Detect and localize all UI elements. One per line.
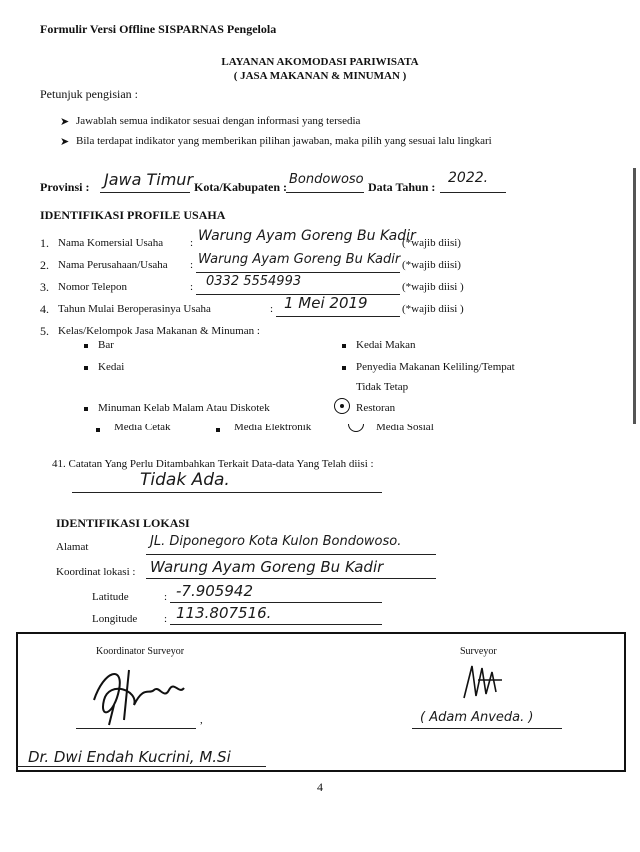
tahun-label: Data Tahun : bbox=[368, 180, 436, 194]
tahun-mulai-value[interactable]: 1 Mei 2019 bbox=[284, 294, 368, 312]
bullet-icon bbox=[84, 407, 88, 411]
longitude-underline bbox=[170, 624, 382, 625]
provinsi-value[interactable]: Jawa Timur bbox=[104, 170, 194, 189]
nama-komersial-value[interactable]: Warung Ayam Goreng Bu Kadir bbox=[198, 228, 416, 244]
option-kedai[interactable]: Kedai bbox=[98, 361, 125, 373]
option-minuman-kelab[interactable]: Minuman Kelab Malam Atau Diskotek bbox=[98, 402, 270, 414]
surveyor-signature-line bbox=[412, 728, 562, 729]
kota-underline bbox=[286, 192, 364, 193]
field-number: 3. bbox=[40, 280, 49, 294]
provinsi-underline bbox=[100, 192, 190, 193]
longitude-value[interactable]: 113.807516. bbox=[176, 604, 272, 622]
required-note: (*wajib diisi ) bbox=[402, 303, 464, 315]
option-restoran[interactable]: Restoran bbox=[356, 402, 396, 414]
koordinat-label: Koordinat lokasi : bbox=[56, 566, 136, 578]
arrow-icon: ➤ bbox=[60, 136, 70, 148]
required-note: (*wajib diisi ) bbox=[402, 281, 464, 293]
option-kedai-makan[interactable]: Kedai Makan bbox=[356, 339, 416, 351]
latitude-value[interactable]: -7.905942 bbox=[176, 582, 253, 600]
longitude-label: Longitude bbox=[92, 613, 138, 625]
latitude-label: Latitude bbox=[92, 591, 129, 603]
field-label: Nomor Telepon bbox=[58, 281, 127, 293]
field-colon: : bbox=[164, 613, 168, 625]
notes-underline bbox=[72, 492, 382, 493]
bullet-icon bbox=[96, 428, 100, 432]
field-colon: : bbox=[164, 591, 168, 603]
field-colon: : bbox=[190, 281, 194, 293]
required-note: (*wajib diisi) bbox=[402, 259, 461, 271]
bullet-icon bbox=[84, 344, 88, 348]
field-underline bbox=[196, 272, 400, 273]
coordinator-signature-line bbox=[76, 728, 196, 729]
required-note: (*wajib diisi) bbox=[402, 237, 461, 249]
telepon-value[interactable]: 0332 5554993 bbox=[206, 274, 302, 289]
coordinator-name-underline bbox=[16, 766, 266, 767]
coordinator-title: Koordinator Surveyor bbox=[96, 646, 185, 657]
page-title-line2: ( JASA MAKANAN & MINUMAN ) bbox=[233, 70, 407, 82]
field-label: Kelas/Kelompok Jasa Makanan & Minuman : bbox=[58, 325, 260, 337]
field-colon: : bbox=[270, 303, 274, 315]
instruction-item: Jawablah semua indikator sesuai dengan informasi yang tersedia bbox=[76, 115, 361, 127]
coordinator-name: Dr. Dwi Endah Kucrini, M.Si bbox=[28, 748, 231, 766]
signature-comma: , bbox=[200, 714, 203, 726]
latitude-underline bbox=[170, 602, 382, 603]
field-label: Tahun Mulai Beroperasinya Usaha bbox=[58, 303, 211, 315]
field-underline bbox=[276, 316, 400, 317]
profile-heading: IDENTIFIKASI PROFILE USAHA bbox=[40, 208, 226, 222]
cropped-options-row bbox=[80, 424, 500, 434]
form-header: Formulir Versi Offline SISPARNAS Pengelola bbox=[40, 22, 277, 36]
kota-label: Kota/Kabupaten : bbox=[194, 180, 288, 194]
notes-value[interactable]: Tidak Ada. bbox=[140, 470, 230, 490]
field-number: 1. bbox=[40, 236, 49, 250]
option-media-cetak[interactable]: Media Cetak bbox=[114, 424, 171, 433]
instruction-item: Bila terdapat indikator yang memberikan pilihan jawaban, maka pilih yang sesuai lalu lingkari bbox=[76, 135, 492, 147]
coordinator-signature-icon bbox=[84, 660, 194, 730]
bullet-icon bbox=[84, 366, 88, 370]
circle-icon bbox=[348, 424, 364, 432]
field-colon: : bbox=[190, 259, 194, 271]
field-number: 4. bbox=[40, 302, 49, 316]
option-media-elektronik[interactable]: Media Elektronik bbox=[234, 424, 312, 433]
page-title-line1: LAYANAN AKOMODASI PARIWISATA bbox=[221, 56, 419, 68]
bullet-icon bbox=[340, 404, 344, 408]
surveyor-signature-icon bbox=[458, 660, 518, 702]
option-media-sosial[interactable]: Media Sosial bbox=[376, 424, 434, 433]
field-label: Nama Perusahaan/Usaha bbox=[58, 259, 168, 271]
alamat-underline bbox=[146, 554, 436, 555]
field-number: 5. bbox=[40, 324, 49, 338]
koordinat-underline bbox=[146, 578, 436, 579]
bullet-icon bbox=[342, 366, 346, 370]
koordinat-value[interactable]: Warung Ayam Goreng Bu Kadir bbox=[150, 558, 384, 576]
option-bar[interactable]: Bar bbox=[98, 339, 114, 351]
bullet-icon bbox=[216, 428, 220, 432]
nama-perusahaan-value[interactable]: Warung Ayam Goreng Bu Kadir bbox=[198, 252, 401, 267]
option-penyedia-makanan[interactable]: Penyedia Makanan Keliling/Tempat bbox=[356, 361, 515, 373]
bullet-icon bbox=[342, 344, 346, 348]
provinsi-label: Provinsi : bbox=[40, 180, 90, 194]
alamat-label: Alamat bbox=[56, 541, 89, 553]
field-label: Nama Komersial Usaha bbox=[58, 237, 164, 249]
arrow-icon: ➤ bbox=[60, 116, 70, 128]
surveyor-name: ( Adam Anveda. ) bbox=[420, 710, 534, 725]
surveyor-title: Surveyor bbox=[460, 646, 497, 657]
instructions-label: Petunjuk pengisian : bbox=[40, 87, 138, 101]
alamat-value[interactable]: JL. Diponegoro Kota Kulon Bondowoso. bbox=[150, 534, 402, 549]
location-heading: IDENTIFIKASI LOKASI bbox=[56, 516, 190, 530]
page-number: 4 bbox=[317, 780, 323, 794]
kota-value[interactable]: Bondowoso bbox=[289, 172, 364, 187]
scan-edge bbox=[633, 168, 636, 424]
field-colon: : bbox=[190, 237, 194, 249]
field-number: 2. bbox=[40, 258, 49, 272]
notes-label: 41. Catatan Yang Perlu Ditambahkan Terkait Data-data Yang Telah diisi : bbox=[52, 458, 374, 470]
tahun-underline bbox=[440, 192, 506, 193]
tahun-value[interactable]: 2022. bbox=[448, 170, 489, 186]
option-penyedia-makanan-cont: Tidak Tetap bbox=[356, 381, 409, 393]
